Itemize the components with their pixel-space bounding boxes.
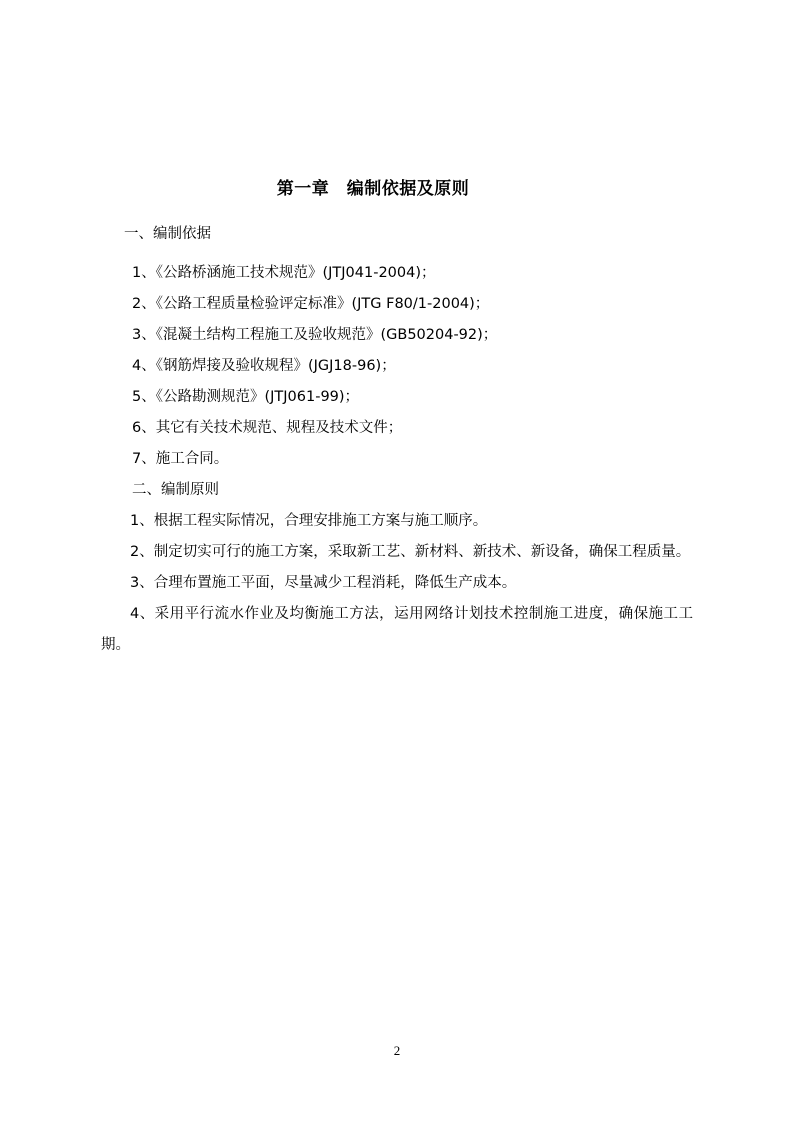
basis-item: 6、其它有关技术规范、规程及技术文件；: [132, 420, 403, 436]
basis-item: 1、《公路桥涵施工技术规范》(JTJ041-2004)；: [132, 265, 436, 281]
basis-item: 5、《公路勘测规范》(JTJ061-99)；: [132, 389, 360, 405]
section-heading-principles: 二、编制原则: [132, 482, 219, 498]
principle-item: 3、合理布置施工平面，尽量减少工程消耗，降低生产成本。: [130, 575, 517, 591]
basis-item: 4、《钢筋焊接及验收规程》(JGJ18-96)；: [132, 358, 396, 374]
principle-item: 4、采用平行流水作业及均衡施工方法，运用网络计划技术控制施工进度，确保施工工期。: [101, 606, 693, 653]
document-body: [101, 219, 693, 661]
principle-item: 1、根据工程实际情况，合理安排施工方案与施工顺序。: [130, 513, 488, 529]
principle-item: 2、制定切实可行的施工方案，采取新工艺、新材料、新技术、新设备，确保工程质量。: [130, 544, 691, 560]
section-heading-basis: 一、编制依据: [124, 226, 211, 242]
basis-item: 7、施工合同。: [132, 451, 229, 467]
basis-item: 3、《混凝土结构工程施工及验收规范》(GB50204-92)；: [132, 327, 498, 343]
basis-item: 2、《公路工程质量检验评定标准》(JTG F80/1-2004)；: [132, 296, 490, 312]
page-number: 2: [393, 1043, 401, 1058]
chapter-title: 第一章 编制依据及原则: [276, 179, 470, 199]
